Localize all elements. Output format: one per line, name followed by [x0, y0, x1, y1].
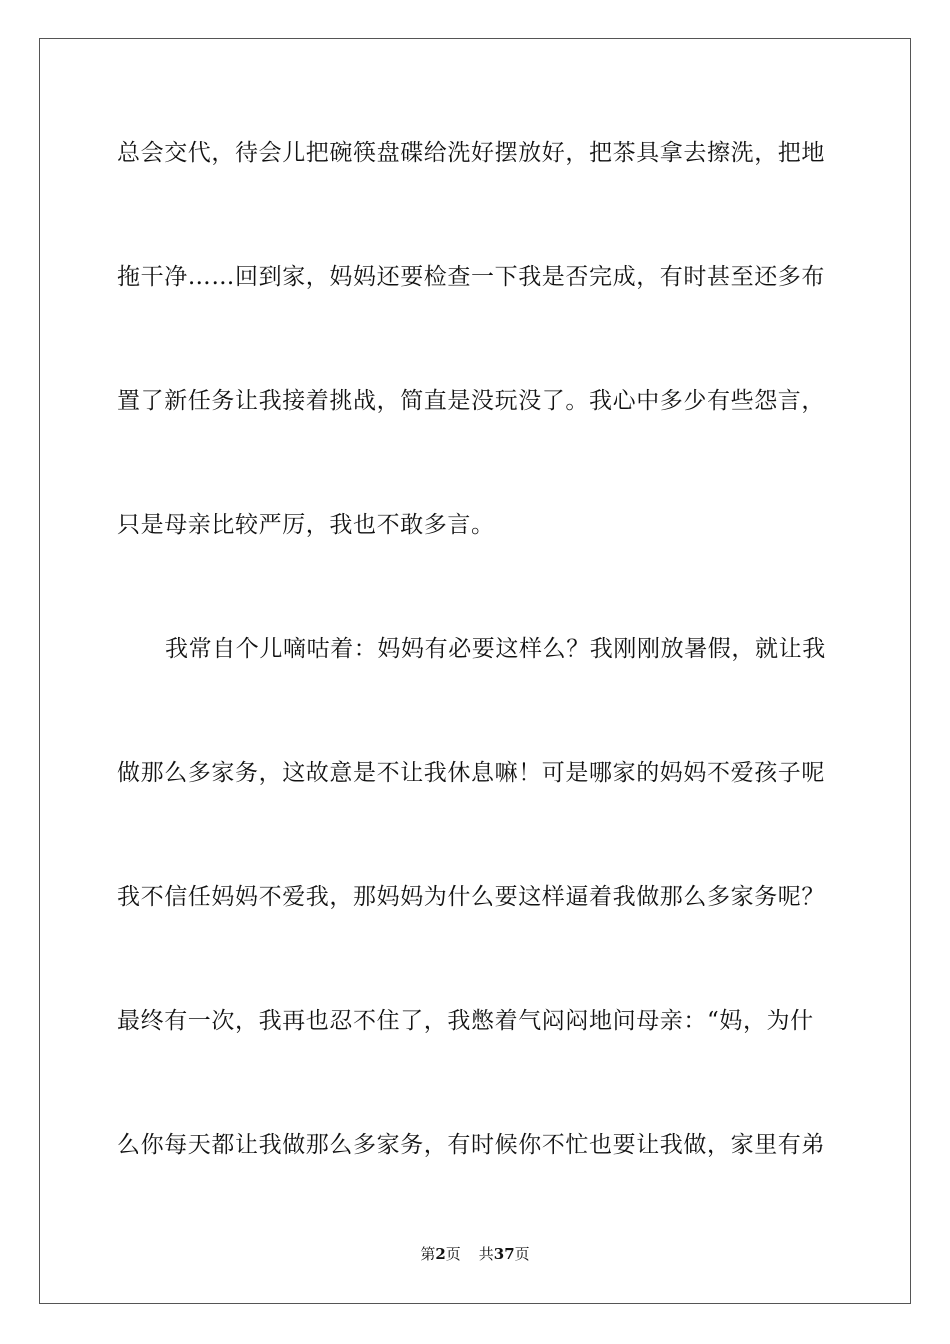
body-text-line-1: 总会交代，待会儿把碗筷盘碟给洗好摆放好，把茶具拿去擦洗，把地 [117, 140, 825, 166]
body-text-line-9: 么你每天都让我做那么多家务，有时候你不忙也要让我做，家里有弟 [117, 1132, 825, 1158]
body-text-line-8: 最终有一次，我再也忍不住了，我憋着气闷闷地问母亲：“妈，为什 [117, 1008, 814, 1034]
page-frame [39, 38, 911, 1304]
total-pages: 37 [493, 1245, 515, 1263]
total-prefix: 共 [478, 1245, 494, 1263]
body-text-line-3: 置了新任务让我接着挑战，简直是没玩没了。我心中多少有些怨言， [117, 388, 825, 414]
body-text-line-4: 只是母亲比较严厉，我也不敢多言。 [117, 512, 495, 538]
page-suffix: 页 [445, 1245, 461, 1263]
body-text-line-7: 我不信任妈妈不爱我，那妈妈为什么要这样逼着我做那么多家务呢？ [117, 884, 825, 910]
page-footer [0, 1244, 950, 1264]
body-text-line-2: 拖干净……回到家，妈妈还要检查一下我是否完成，有时甚至还多布 [117, 264, 825, 290]
page-number: 2 [435, 1245, 446, 1263]
body-text-line-5: 我常自个儿嘀咕着：妈妈有必要这样么？我刚刚放暑假，就让我 [165, 636, 826, 662]
page-prefix: 第 [420, 1245, 436, 1263]
total-suffix: 页 [514, 1245, 530, 1263]
body-text-line-6: 做那么多家务，这故意是不让我休息嘛！可是哪家的妈妈不爱孩子呢 [117, 760, 825, 786]
